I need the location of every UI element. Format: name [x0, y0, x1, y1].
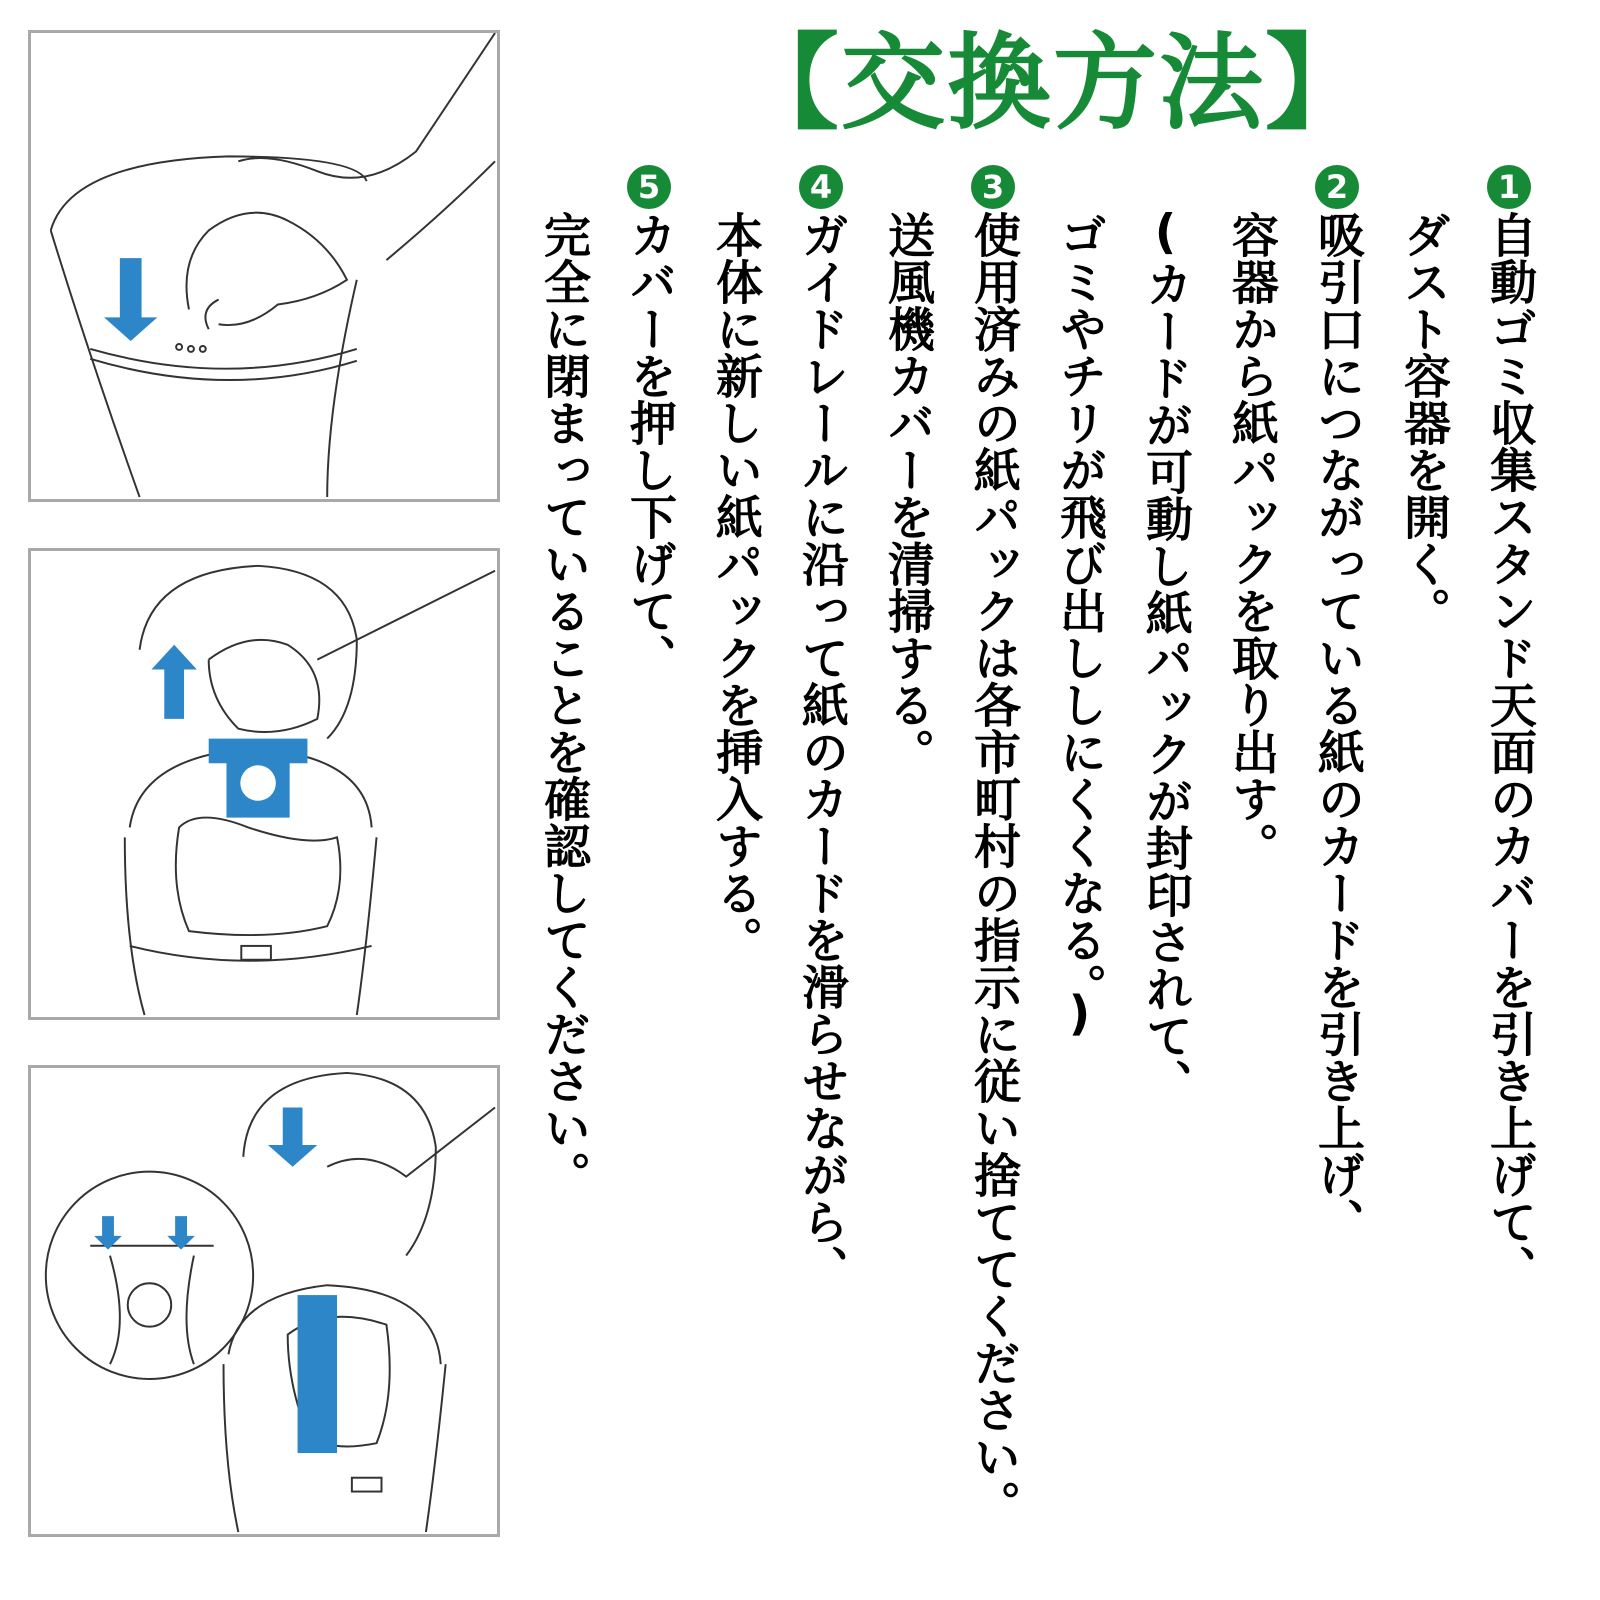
arrow-down-icon — [268, 1107, 317, 1166]
step-3-marker: 3 — [962, 165, 1024, 213]
step-4-line-2: 本体に新しい紙パックを挿入する。 — [708, 211, 763, 963]
page-title: 【交換方法】 — [735, 22, 1372, 144]
step-5-line-1: カバーを押し下げて、 — [622, 211, 677, 681]
illustration-open-cover — [28, 30, 500, 502]
step-2-line-3: (カードが可動し紙パックが封印されて、 — [1138, 205, 1193, 1106]
step-1-marker: 1 — [1478, 165, 1540, 213]
step-4-marker: 4 — [790, 165, 852, 213]
step-1-line-1: 自動ゴミ収集スタンド天面のカバーを引き上げて、 — [1482, 211, 1537, 1292]
step-2-line-4: ゴミやチリが飛び出ししにくくなる。) — [1052, 211, 1107, 1042]
step-2-line-1: 吸引口につながっている紙のカードを引き上げ、 — [1310, 211, 1365, 1245]
arrow-down-icon — [104, 258, 157, 341]
step-3-line-2: 送風機カバーを清掃する。 — [880, 211, 935, 775]
step-5-marker: 5 — [618, 165, 680, 213]
step-4-line-1: ガイドレールに沿って紙のカードを滑らせながら、 — [794, 211, 849, 1292]
illustration-remove-pack — [28, 548, 500, 1020]
step-1-line-2: ダスト容器を開く。 — [1396, 211, 1451, 634]
step-3-line-1: 使用済みの紙パックは各市町村の指示に従い捨ててください。 — [966, 211, 1021, 1527]
step-2-line-2: 容器から紙パックを取り出す。 — [1224, 211, 1279, 869]
step-5-line-2: 完全に閉まっていることを確認してください。 — [536, 211, 591, 1198]
arrow-up-icon — [151, 645, 196, 719]
step-2-marker: 2 — [1306, 165, 1368, 213]
illustration-insert-pack — [28, 1065, 500, 1537]
